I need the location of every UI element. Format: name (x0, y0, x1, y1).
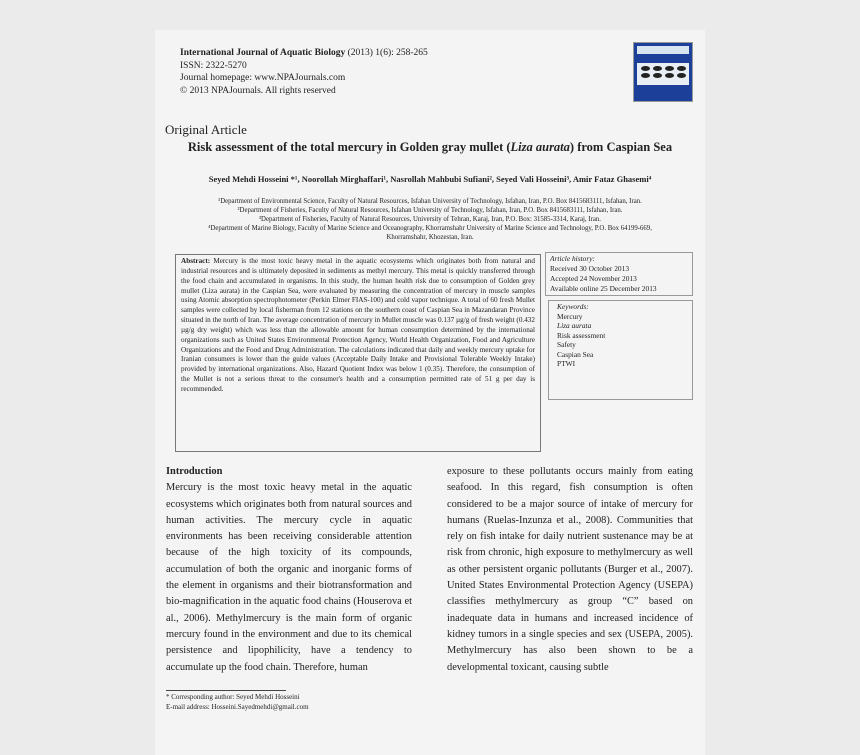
history-accepted: Accepted 24 November 2013 (550, 274, 637, 283)
journal-name: International Journal of Aquatic Biology (180, 48, 346, 58)
keyword: Mercury (557, 311, 583, 321)
keywords-label: Keywords: (557, 302, 589, 311)
article-type: Original Article (165, 122, 247, 137)
journal-cover-image (633, 42, 693, 102)
body-column-left (166, 464, 412, 676)
corresponding-author: * Corresponding author: Seyed Mehdi Hosseini (166, 693, 300, 701)
affiliation: ¹Department of Environmental Science, Faculty of Natural Resources, Isfahan University of Technology, Isfahan, Iran, P.O. Box 8415683111, Isfahan, Iran. (218, 198, 642, 205)
paper-page (155, 30, 705, 755)
journal-header (180, 47, 428, 97)
body-paragraph: exposure to these pollutants occurs mainly from eating seafood. In this regard, fish consumption is often considered to be a major source of intake of mercury for humans (Ruelas-Inzunza et al., 2008). Communities that rely on fish intake for daily nutrient sustenance may be at risk from chronic, high exposure to methylmercury as well as other persistent organic pollutants (Burger et al., 2007). United States Environmental Protection Agency (USEPA) classifies methylmercury as group “C” based on inadequate data in humans and increased incidence of kidney tumors in a single species and sex (USEPA, 2005). Methylmercury has also been shown to be a developmental toxicant, causing subtle (447, 466, 693, 673)
keywords-box (548, 300, 693, 400)
footnote (166, 692, 309, 712)
history-label: Article history: (550, 254, 595, 263)
footnote-rule (166, 690, 286, 691)
affiliation: ²Department of Fisheries, Faculty of Natural Resources, Isfahan University of Technology, Isfahan, Iran, P.O. Box 8415683111, Isfahan, Iran. (237, 207, 623, 214)
affiliations (170, 197, 690, 242)
keyword: Caspian Sea (557, 349, 594, 359)
abstract-text: Mercury is the most toxic heavy metal in the aquatic ecosystems which originates both from natural and industrial resources and is ultimately deposited in sediments as methyl mercury. This metal is quickly transferred through the food chain and accumulated in organisms. In this study, the human health risk due to consumption of Golden grey mullet (Liza aurata) in the Caspian Sea, were evaluated by measuring the concentration of mercury in muscle samples using Atomic absorption spectrophotometer (Perkin Elmer FIAS-100) and cold vapor technique. A total of 60 fresh Mullet samples were collected by local fisherman from 12 stations on the southern coast of Caspian Sea in Mazandaran Province situated in the north of Iran. The average concentration of mercury in Mullet muscle was 0.137 µg/g of fresh weight (0.432 µg/g dry weight) which was less than the allowable amount for human consumption determined by the international organizations such as United States Environmental Protection Agency, World Health Organization, Food and Agriculture Organizations and the Food and Drug Administration. The calculations indicated that daily and weekly mercury uptake for Iranian consumers is lower than the guide values (Acceptable Daily Intake and Provisional Tolerable Weekly Intake) provided by international organizations. Also, Hazard Quotient Index was below 1 (0.35). Therefore, the consumption of the Mullet is not a serious threat to the consumer's health and a consumption permitted rate of 51 g per day is recommended. (181, 257, 535, 393)
keyword: Risk assessment (557, 330, 606, 340)
journal-homepage: Journal homepage: www.NPAJournals.com (180, 73, 346, 83)
keyword: Safety (557, 340, 576, 349)
species-name: Liza aurata (510, 140, 570, 154)
article-history-box (545, 252, 693, 296)
section-heading: Introduction (166, 466, 223, 477)
affiliation: Khorramshahr, Khozestan, Iran. (386, 234, 474, 241)
affiliation: ³Department of Fisheries, Faculty of Natural Resources, University of Tehran, Karaj, Iran, P.O. Box: 31585-3314, Karaj, Iran. (259, 216, 601, 223)
copyright: © 2013 NPAJournals. All rights reserved (180, 85, 336, 96)
journal-issue: (2013) 1(6): 258-265 (345, 48, 428, 58)
paper-title: Risk assessment of the total mercury in Golden gray mullet (Liza aurata) from Caspian Sea (187, 140, 673, 154)
abstract-label: Abstract: (181, 257, 211, 265)
history-received: Received 30 October 2013 (550, 264, 630, 273)
keyword: Liza aurata (557, 321, 592, 330)
history-online: Available online 25 December 2013 (550, 284, 657, 293)
affiliation: ⁴Department of Marine Biology, Faculty of Marine Science and Oceanography, Khorramshahr University of Marine Science and Technology, P.O. Box 64199-669, (208, 225, 652, 232)
author-list: Seyed Mehdi Hosseini *¹, Noorollah Mirghaffari¹, Nasrollah Mahbubi Sufiani², Seyed Vali Hosseini³, Amir Fataz Ghasemi⁴ (208, 174, 652, 184)
issn: ISSN: 2322-5270 (180, 60, 247, 71)
abstract-box (175, 254, 541, 452)
body-paragraph: Mercury is the most toxic heavy metal in the aquatic ecosystems which originates both from natural sources and human activities. The mercury cycle in aquatic environments has been receiving considerable attention because of the high toxicity of its compounds, accumulation of both the organic and inorganic forms of the element in organisms and their biotransformation and bio-magnification in the aquatic food chains (Houserova et al., 2006). Methylmercury is the main form of organic mercury found in the environment and due to its chemical persistence and lipophilicity, have a tendency to accumulate up the food chain. Therefore, human (166, 482, 412, 673)
keyword: PTWI (557, 359, 576, 368)
body-column-right (447, 464, 693, 676)
email-address: E-mail address: Hosseini.Sayedmehdi@gmail.com (166, 703, 309, 711)
